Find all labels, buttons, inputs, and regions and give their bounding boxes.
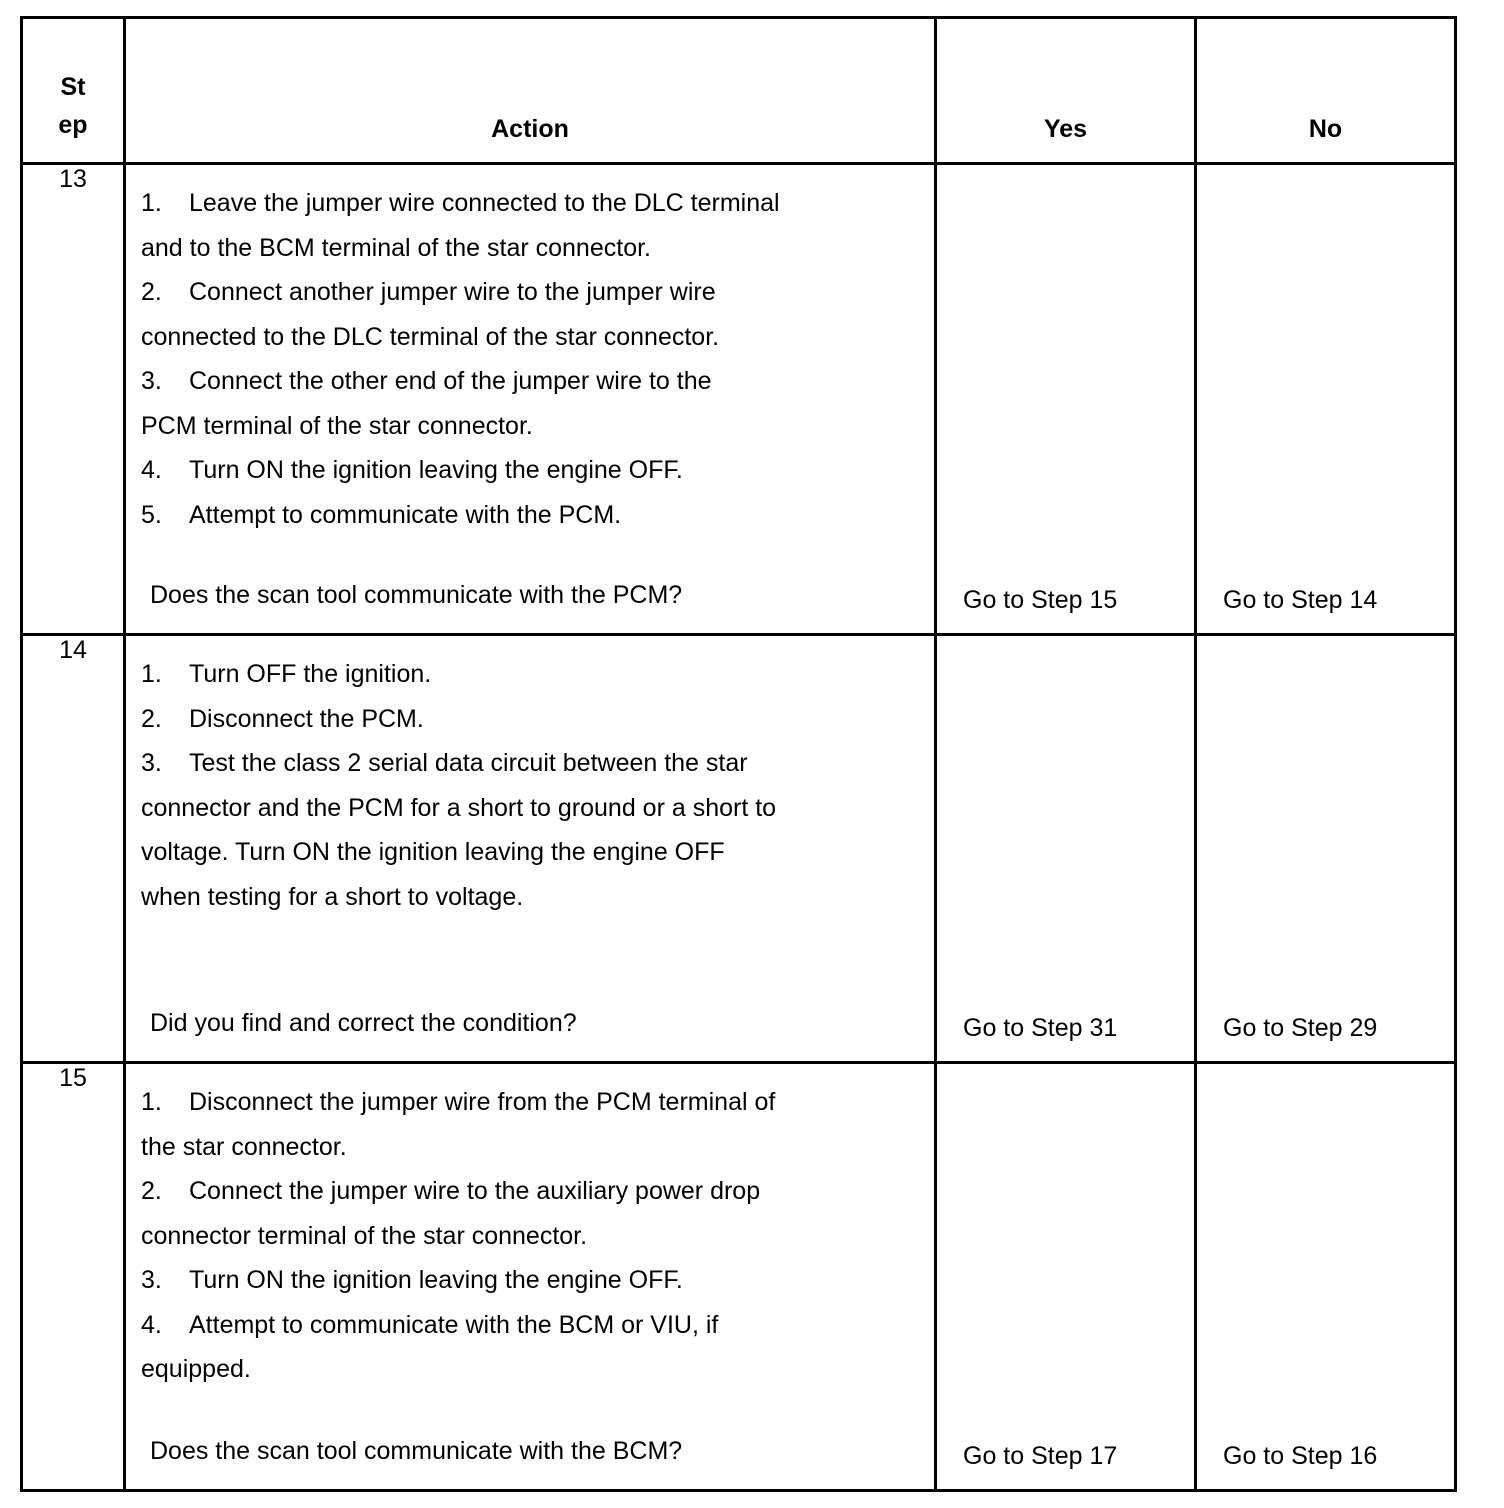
action-line xyxy=(141,1125,861,1170)
yes-cell xyxy=(936,164,1196,635)
action-steps xyxy=(141,1080,861,1392)
action-line-text: Attempt to communicate with the PCM. xyxy=(189,500,622,529)
action-line-text: and to the BCM terminal of the star connector. xyxy=(141,233,651,262)
action-line-number: 1. xyxy=(141,660,162,688)
action-line-number: 2. xyxy=(141,278,162,306)
action-steps xyxy=(141,181,861,537)
action-cell xyxy=(125,1063,936,1491)
action-line-text: connected to the DLC terminal of the star connector. xyxy=(141,322,720,351)
diagnostic-table xyxy=(20,16,1457,1492)
action-line-text: Connect the jumper wire to the auxiliary power drop xyxy=(189,1177,761,1205)
action-line xyxy=(141,493,861,538)
action-line xyxy=(141,226,861,271)
action-line-text: Turn OFF the ignition. xyxy=(189,660,432,688)
action-steps xyxy=(141,652,861,919)
table-row xyxy=(22,635,1456,1063)
step-number: 15 xyxy=(22,1063,125,1491)
action-line xyxy=(141,181,861,226)
action-line xyxy=(141,1080,861,1125)
action-line-number: 2. xyxy=(141,704,162,733)
action-line-text: Turn ON the ignition leaving the engine OFF. xyxy=(189,456,683,484)
table-row xyxy=(22,1063,1456,1491)
yes-outcome: Go to Step 31 xyxy=(963,1014,1118,1042)
action-line-number: 3. xyxy=(141,749,162,777)
action-line-text: Connect the other end of the jumper wire to the xyxy=(189,367,712,395)
header-action: Action xyxy=(125,18,936,164)
action-line-text: when testing for a short to voltage. xyxy=(141,882,524,911)
action-line xyxy=(141,404,861,449)
action-line-text: equipped. xyxy=(141,1355,251,1383)
action-line-text: the star connector. xyxy=(141,1132,347,1161)
action-line-text: Attempt to communicate with the BCM or VIU, if xyxy=(189,1310,719,1339)
action-line xyxy=(141,1347,861,1392)
action-line-text: Connect another jumper wire to the jumper wire xyxy=(189,278,716,306)
action-question: Does the scan tool communicate with the BCM? xyxy=(150,1436,683,1465)
header-no: No xyxy=(1196,18,1456,164)
action-line xyxy=(141,270,861,315)
action-line-text: PCM terminal of the star connector. xyxy=(141,411,533,440)
action-line-text: connector and the PCM for a short to ground or a short to xyxy=(141,793,777,822)
no-outcome: Go to Step 16 xyxy=(1223,1442,1378,1470)
step-number: 14 xyxy=(22,635,125,1063)
action-line-text: voltage. Turn ON the ignition leaving the engine OFF xyxy=(141,838,725,866)
table-row xyxy=(22,164,1456,635)
no-cell xyxy=(1196,635,1456,1063)
yes-cell xyxy=(936,1063,1196,1491)
action-line xyxy=(141,697,861,742)
yes-cell xyxy=(936,635,1196,1063)
no-cell xyxy=(1196,1063,1456,1491)
step-number: 13 xyxy=(22,164,125,635)
action-line xyxy=(141,359,861,404)
action-line xyxy=(141,652,861,697)
action-line xyxy=(141,1169,861,1214)
action-line xyxy=(141,830,861,875)
action-line xyxy=(141,448,861,493)
action-line xyxy=(141,1258,861,1303)
no-outcome: Go to Step 29 xyxy=(1223,1014,1378,1042)
header-step xyxy=(22,18,125,164)
action-line xyxy=(141,786,861,831)
no-outcome: Go to Step 14 xyxy=(1223,586,1378,614)
action-line-text: connector terminal of the star connector. xyxy=(141,1221,588,1250)
action-cell xyxy=(125,635,936,1063)
action-line-number: 3. xyxy=(141,367,162,395)
action-line xyxy=(141,1214,861,1259)
yes-outcome: Go to Step 17 xyxy=(963,1442,1118,1470)
action-line-number: 4. xyxy=(141,1310,162,1339)
yes-outcome: Go to Step 15 xyxy=(963,586,1118,614)
action-line xyxy=(141,1303,861,1348)
action-line-text: Leave the jumper wire connected to the DLC terminal xyxy=(189,189,780,217)
action-line-text: Test the class 2 serial data circuit between the star xyxy=(189,749,748,777)
header-step-line2: ep xyxy=(58,111,88,139)
no-cell xyxy=(1196,164,1456,635)
action-question: Did you find and correct the condition? xyxy=(150,1008,577,1037)
action-line-text: Disconnect the jumper wire from the PCM terminal of xyxy=(189,1088,776,1116)
action-line-number: 5. xyxy=(141,500,162,529)
header-yes: Yes xyxy=(936,18,1196,164)
action-question: Does the scan tool communicate with the PCM? xyxy=(150,580,683,609)
action-line-number: 1. xyxy=(141,189,162,217)
action-line-text: Turn ON the ignition leaving the engine OFF. xyxy=(189,1266,683,1294)
action-line xyxy=(141,875,861,920)
header-row xyxy=(22,18,1456,164)
action-cell xyxy=(125,164,936,635)
action-line-number: 3. xyxy=(141,1266,162,1294)
action-line-number: 4. xyxy=(141,456,162,484)
header-step-line1: St xyxy=(60,73,86,101)
action-line-number: 1. xyxy=(141,1088,162,1116)
action-line-number: 2. xyxy=(141,1177,162,1205)
action-line xyxy=(141,315,861,360)
action-line xyxy=(141,741,861,786)
action-line-text: Disconnect the PCM. xyxy=(189,704,424,733)
